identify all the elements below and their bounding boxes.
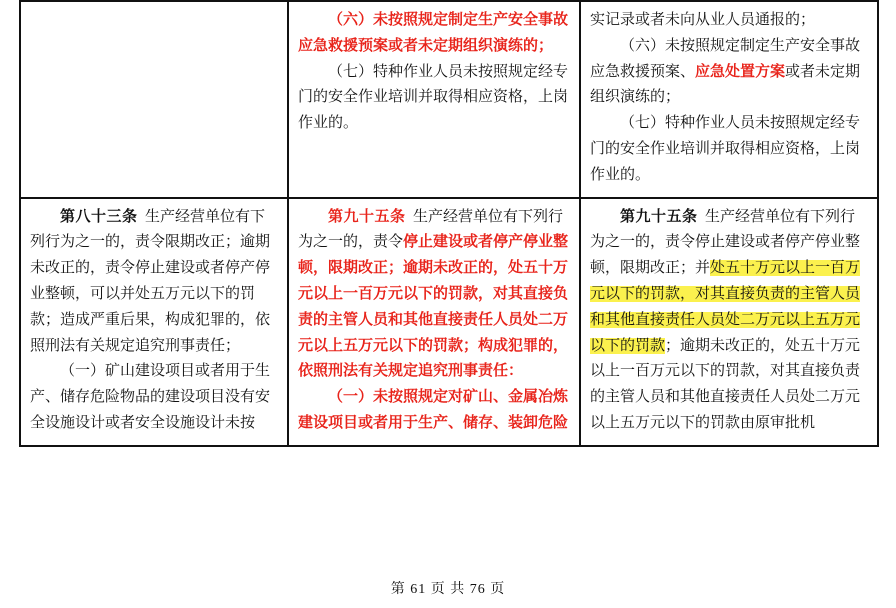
clause-five-tail-right: 实记录或者未向从业人员通报的； xyxy=(590,12,816,28)
article-95-middle xyxy=(298,205,570,386)
article-83-item-one: （一）矿山建设项目或者用于生产、储存危险物品的建设项目没有安全设施设计或者安全设施设计未按 xyxy=(30,363,271,431)
article-83-text: 生产经营单位有下列行为之一的，责令限期改正；逾期未改正的，责令停止建设或者停产停业整顿，可以并处五万元以下的罚款；造成严重后果，构成犯罪的，依照刑法有关规定追究刑事责任； xyxy=(30,208,271,354)
table-row xyxy=(20,198,878,446)
article-95-middle-number: 第九十五条 xyxy=(328,208,406,225)
clause-seven-middle: （七）特种作业人员未按照规定经专门的安全作业培训并取得相应资格，上岗作业的。 xyxy=(298,63,569,132)
cell-left-row2 xyxy=(20,198,288,446)
table-row xyxy=(20,1,878,198)
cell-right-row2 xyxy=(580,198,878,446)
article-95-middle-text: 生产经营单位有下列行为之一的，责令停止建设或者停产停业整顿，限期改正；逾期未改正的，处五十万元以上一百万元以下的罚款，对其直接负责的主管人员和其他直接责任人员处二万元以上五万元以下的罚款；构成犯罪的，依照刑法有关规定追究刑事责任： xyxy=(298,208,569,380)
cell-right-row1 xyxy=(580,1,878,198)
article-83 xyxy=(30,205,278,360)
clause-six-right-emphasis: 应急处置方案 xyxy=(695,63,786,80)
article-95-right-number: 第九十五条 xyxy=(620,208,698,225)
clause-seven-right: （七）特种作业人员未按照规定经专门的安全作业培训并取得相应资格，上岗作业的。 xyxy=(590,115,861,183)
cell-left-row1 xyxy=(20,1,288,198)
page-footer: 第 61 页 共 76 页 xyxy=(390,582,506,597)
clause-six-right xyxy=(590,34,868,111)
comparison-table xyxy=(19,0,879,447)
article-95-right-text: 生产经营单位有下列行为之一的，责令停止建设或者停产停业整顿，限期改正；并处五十万元以上一百万元以下的罚款，对其直接负责的主管人员和其他直接责任人员处二万元以上五万元以下的罚款；逾期未改正的，处五十万元以上一百万元以下的罚款，对其直接负责的主管人员和其他直接责任人员处二万元以上五万元以下的罚款由原审批机 xyxy=(590,208,861,431)
clause-six-right-part1: （六）未按照规定制定生产安全事故应急救援预案、 xyxy=(590,37,861,80)
clause-six-right-part2: 或者未定期组织演练的； xyxy=(590,63,861,106)
article-83-number: 第八十三条 xyxy=(60,208,138,225)
cell-middle-row2 xyxy=(288,198,580,446)
clause-six-middle: （六）未按照规定制定生产安全事故应急救援预案或者未定期组织演练的； xyxy=(298,12,569,54)
article-95-middle-item-one: （一）未按照规定对矿山、金属冶炼建设项目或者用于生产、储存、装卸危险 xyxy=(298,389,569,431)
article-95-right xyxy=(590,205,868,437)
cell-middle-row1 xyxy=(288,1,580,198)
